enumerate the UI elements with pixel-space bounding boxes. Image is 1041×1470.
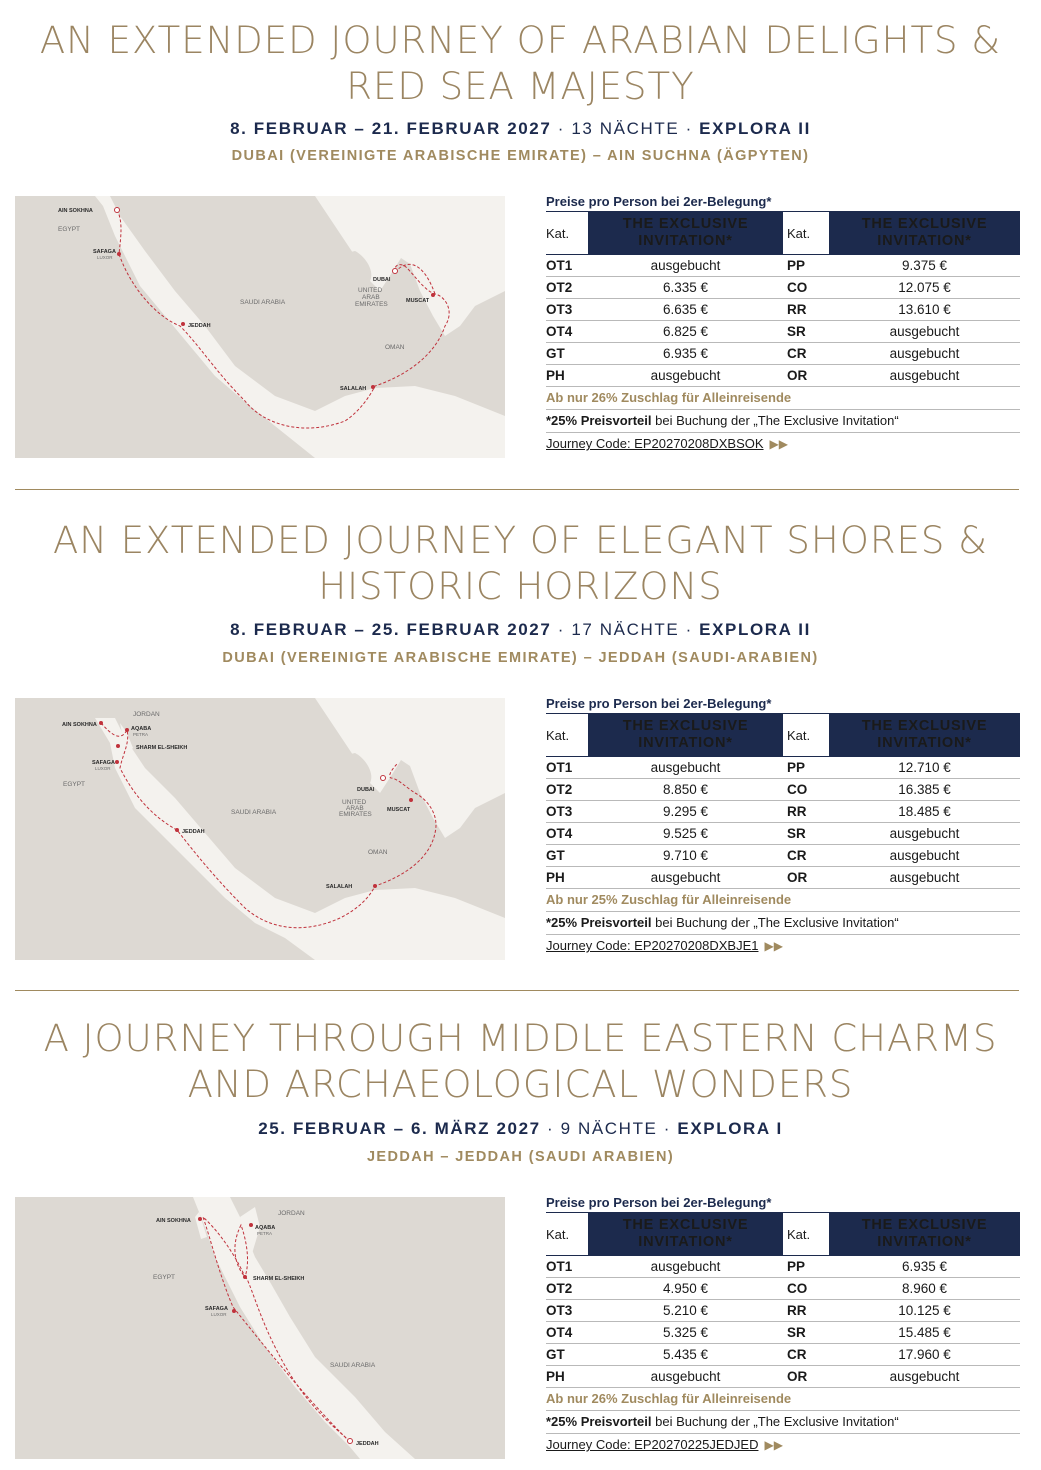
- cabin-code: OT1: [546, 1256, 588, 1278]
- table-row: [546, 1322, 1020, 1344]
- trip-1-price-title: Preise pro Person bei 2er-Belegung*: [546, 194, 772, 209]
- trip-3-journey-code[interactable]: [546, 1434, 1020, 1456]
- table-row: [546, 321, 1020, 343]
- map2-label-muscat: MUSCAT: [387, 807, 411, 813]
- price-value: ausgebucht: [829, 1366, 1020, 1388]
- trip-2-title-line-2: HISTORIC HORIZONS: [318, 565, 723, 608]
- cabin-code: PP: [783, 1256, 829, 1278]
- price-value: 6.825 €: [588, 321, 783, 343]
- price-value: 9.710 €: [588, 845, 783, 867]
- trip-3-nights: · 9 NÄCHTE ·: [547, 1119, 672, 1138]
- price-table-header: [546, 1213, 1020, 1256]
- price-value: 6.635 €: [588, 299, 783, 321]
- map2-label-luxor: LUXOR: [95, 766, 111, 771]
- trip-3-meta: [0, 1119, 1041, 1139]
- cabin-code: CR: [783, 343, 829, 365]
- price-value: ausgebucht: [829, 845, 1020, 867]
- price-value: 8.960 €: [829, 1278, 1020, 1300]
- price-value: 5.435 €: [588, 1344, 783, 1366]
- map2-label-petra: PETRA: [133, 732, 149, 737]
- price-value: ausgebucht: [829, 867, 1020, 889]
- price-value: 16.385 €: [829, 779, 1020, 801]
- kat-header: Kat.: [783, 212, 829, 255]
- price-value: 8.850 €: [588, 779, 783, 801]
- kat-header: Kat.: [546, 1213, 588, 1256]
- map2-label-safaga: SAFAGA: [92, 760, 115, 766]
- trip-1-price-box: [546, 193, 1020, 455]
- trip-3-ship: EXPLORA I: [677, 1119, 783, 1138]
- trip-1-ship: EXPLORA II: [699, 119, 811, 138]
- price-table-header: [546, 714, 1020, 757]
- map1-label-ain: AIN SOKHNA: [58, 208, 93, 214]
- map2-label-oman: OMAN: [368, 849, 388, 856]
- trip-2-route: DUBAI (VEREINIGTE ARABISCHE EMIRATE) – JEDDAH (SAUDI-ARABIEN): [222, 650, 819, 666]
- cabin-code: OT2: [546, 1278, 588, 1300]
- map2-label-ain: AIN SOKHNA: [62, 722, 97, 728]
- table-row: [546, 1278, 1020, 1300]
- trip-1-title-line-2: RED SEA MAJESTY: [346, 65, 695, 108]
- trip-3-route-map: [15, 1197, 505, 1459]
- double-arrow-icon: ▶▶: [769, 437, 788, 451]
- cabin-code: OT4: [546, 1322, 588, 1344]
- table-row: [546, 277, 1020, 299]
- trip-1-single-note: Ab nur 26% Zuschlag für Alleinreisende: [546, 387, 1020, 410]
- map3-label-egypt: EGYPT: [153, 1274, 176, 1281]
- map3-label-luxor: LUXOR: [211, 1312, 227, 1317]
- cabin-code: OR: [783, 867, 829, 889]
- map3-label-safaga: SAFAGA: [205, 1306, 228, 1312]
- cabin-code: OT2: [546, 779, 588, 801]
- price-value: ausgebucht: [829, 365, 1020, 387]
- price-value: 12.075 €: [829, 277, 1020, 299]
- trip-2-route-map: [15, 698, 505, 960]
- price-value: ausgebucht: [588, 255, 783, 277]
- table-row: [546, 299, 1020, 321]
- map3-label-sharm: SHARM EL-SHEIKH: [253, 1276, 305, 1282]
- price-value: ausgebucht: [829, 343, 1020, 365]
- cabin-code: GT: [546, 845, 588, 867]
- trip-2-price-box: [546, 695, 1020, 957]
- price-value: ausgebucht: [588, 757, 783, 779]
- table-row: [546, 1256, 1020, 1278]
- trip-2-meta: [0, 620, 1041, 640]
- map1-label-salalah: SALALAH: [340, 386, 367, 392]
- trip-3-title-line-2: AND ARCHAEOLOGICAL WONDERS: [187, 1063, 854, 1106]
- map3-label-ain: AIN SOKHNA: [156, 1218, 191, 1224]
- cabin-code: CR: [783, 845, 829, 867]
- cabin-code: OR: [783, 1366, 829, 1388]
- map1-label-dubai: DUBAI: [373, 277, 391, 283]
- map1-label-uae1: UNITED: [358, 287, 383, 294]
- price-value: 6.335 €: [588, 277, 783, 299]
- cabin-code: OT1: [546, 757, 588, 779]
- cabin-code: CO: [783, 277, 829, 299]
- cabin-code: OR: [783, 365, 829, 387]
- table-row: [546, 757, 1020, 779]
- price-value: ausgebucht: [829, 321, 1020, 343]
- trip-1-nights: · 13 NÄCHTE ·: [557, 119, 693, 138]
- map2-label-jordan: JORDAN: [133, 711, 160, 718]
- trip-2-discount-note: *25% Preisvorteil bei Buchung der „The Exclusive Invitation“: [546, 912, 1020, 935]
- map1-label-safaga: SAFAGA: [93, 249, 116, 255]
- cabin-code: GT: [546, 1344, 588, 1366]
- trip-2-price-table: [546, 713, 1020, 889]
- journey-code-link[interactable]: Journey Code: EP20270208DXBJE1: [546, 938, 759, 953]
- trip-1-dates: 8. FEBRUAR – 21. FEBRUAR 2027: [230, 119, 552, 138]
- double-arrow-icon: ▶▶: [764, 939, 783, 953]
- cabin-code: CO: [783, 1278, 829, 1300]
- kat-header: Kat.: [783, 714, 829, 757]
- cabin-code: PH: [546, 365, 588, 387]
- cabin-code: CR: [783, 1344, 829, 1366]
- cabin-code: OT2: [546, 277, 588, 299]
- exclusive-header: THE EXCLUSIVE INVITATION*: [588, 714, 783, 757]
- table-row: [546, 1300, 1020, 1322]
- price-value: ausgebucht: [588, 867, 783, 889]
- price-value: 17.960 €: [829, 1344, 1020, 1366]
- map2-label-egypt: EGYPT: [63, 781, 86, 788]
- kat-header: Kat.: [783, 1213, 829, 1256]
- journey-code-link[interactable]: Journey Code: EP20270225JEDJED: [546, 1437, 759, 1452]
- trip-1-title-line-1: AN EXTENDED JOURNEY OF ARABIAN DELIGHTS &: [39, 19, 1002, 62]
- map2-label-salalah: SALALAH: [326, 884, 353, 890]
- table-row: [546, 365, 1020, 387]
- price-value: 9.295 €: [588, 801, 783, 823]
- exclusive-header: THE EXCLUSIVE INVITATION*: [829, 212, 1020, 255]
- table-row: [546, 1344, 1020, 1366]
- trip-3-title-line-1: A JOURNEY THROUGH MIDDLE EASTERN CHARMS: [43, 1017, 998, 1060]
- exclusive-header: THE EXCLUSIVE INVITATION*: [588, 1213, 783, 1256]
- price-value: 9.375 €: [829, 255, 1020, 277]
- trip-1-price-table: [546, 211, 1020, 387]
- cabin-code: SR: [783, 823, 829, 845]
- cabin-code: PP: [783, 255, 829, 277]
- map1-label-saudi: SAUDI ARABIA: [240, 299, 286, 306]
- double-arrow-icon: ▶▶: [764, 1438, 783, 1452]
- trip-3-discount-note: *25% Preisvorteil bei Buchung der „The Exclusive Invitation“: [546, 1411, 1020, 1434]
- trip-2-title-line-1: AN EXTENDED JOURNEY OF ELEGANT SHORES &: [52, 519, 989, 562]
- trip-3-price-title: Preise pro Person bei 2er-Belegung*: [546, 1195, 772, 1210]
- map3-label-jeddah: JEDDAH: [356, 1441, 379, 1447]
- price-value: 6.935 €: [588, 343, 783, 365]
- cabin-code: OT1: [546, 255, 588, 277]
- table-row: [546, 823, 1020, 845]
- trip-1-route: DUBAI (VEREINIGTE ARABISCHE EMIRATE) – AIN SUCHNA (ÄGPYTEN): [231, 148, 810, 164]
- map2-label-uae3: EMIRATES: [339, 811, 372, 818]
- table-row: [546, 779, 1020, 801]
- trip-3-route: JEDDAH – JEDDAH (SAUDI ARABIEN): [366, 1149, 675, 1165]
- map1-label-uae3: EMIRATES: [355, 301, 388, 308]
- exclusive-header: THE EXCLUSIVE INVITATION*: [588, 212, 783, 255]
- trip-1-discount-note: *25% Preisvorteil bei Buchung der „The Exclusive Invitation“: [546, 410, 1020, 433]
- map1-label-uae2: ARAB: [362, 294, 380, 301]
- cabin-code: PH: [546, 1366, 588, 1388]
- table-row: [546, 801, 1020, 823]
- kat-header: Kat.: [546, 714, 588, 757]
- price-value: 5.325 €: [588, 1322, 783, 1344]
- price-value: 6.935 €: [829, 1256, 1020, 1278]
- table-row: [546, 255, 1020, 277]
- map2-label-jeddah: JEDDAH: [182, 829, 205, 835]
- map1-label-jeddah: JEDDAH: [188, 323, 211, 329]
- cabin-code: RR: [783, 299, 829, 321]
- cabin-code: OT3: [546, 1300, 588, 1322]
- section-divider: [15, 990, 1019, 991]
- trip-3-dates: 25. FEBRUAR – 6. MÄRZ 2027: [258, 1119, 541, 1138]
- table-row: [546, 343, 1020, 365]
- trip-2-ship: EXPLORA II: [699, 620, 811, 639]
- cabin-code: GT: [546, 343, 588, 365]
- cabin-code: OT3: [546, 801, 588, 823]
- map1-label-luxor: LUXOR: [97, 255, 113, 260]
- trip-2-journey-code[interactable]: [546, 935, 1020, 957]
- price-value: 9.525 €: [588, 823, 783, 845]
- table-row: [546, 845, 1020, 867]
- trip-2-price-title: Preise pro Person bei 2er-Belegung*: [546, 696, 772, 711]
- map2-label-dubai: DUBAI: [357, 787, 375, 793]
- map3-label-petra: PETRA: [257, 1231, 273, 1236]
- price-value: 10.125 €: [829, 1300, 1020, 1322]
- map2-label-sharm: SHARM EL-SHEIKH: [136, 745, 188, 751]
- trip-2-dates: 8. FEBRUAR – 25. FEBRUAR 2027: [230, 620, 552, 639]
- map1-label-oman: OMAN: [385, 344, 405, 351]
- cabin-code: PH: [546, 867, 588, 889]
- trip-2-single-note: Ab nur 25% Zuschlag für Alleinreisende: [546, 889, 1020, 912]
- trip-1-journey-code[interactable]: [546, 433, 1020, 455]
- map1-label-egypt: EGYPT: [58, 226, 81, 233]
- price-value: 5.210 €: [588, 1300, 783, 1322]
- map2-label-uae1: UNITED: [342, 799, 367, 806]
- map3-label-jordan: JORDAN: [278, 1210, 305, 1217]
- cabin-code: RR: [783, 1300, 829, 1322]
- price-value: 18.485 €: [829, 801, 1020, 823]
- map3-label-aqaba: AQABA: [255, 1225, 276, 1231]
- price-value: 12.710 €: [829, 757, 1020, 779]
- map2-label-uae2: ARAB: [346, 805, 364, 812]
- trip-3-price-table: [546, 1212, 1020, 1388]
- cabin-code: PP: [783, 757, 829, 779]
- journey-code-link[interactable]: Journey Code: EP20270208DXBSOK: [546, 436, 764, 451]
- cabin-code: SR: [783, 321, 829, 343]
- kat-header: Kat.: [546, 212, 588, 255]
- trip-3-single-note: Ab nur 26% Zuschlag für Alleinreisende: [546, 1388, 1020, 1411]
- cabin-code: SR: [783, 1322, 829, 1344]
- cabin-code: RR: [783, 801, 829, 823]
- map2-label-saudi: SAUDI ARABIA: [231, 809, 277, 816]
- trip-3-price-box: [546, 1194, 1020, 1456]
- trip-2-nights: · 17 NÄCHTE ·: [557, 620, 693, 639]
- exclusive-header: THE EXCLUSIVE INVITATION*: [829, 714, 1020, 757]
- price-value: 15.485 €: [829, 1322, 1020, 1344]
- price-value: ausgebucht: [829, 823, 1020, 845]
- table-row: [546, 1366, 1020, 1388]
- section-divider: [15, 489, 1019, 490]
- price-value: ausgebucht: [588, 1366, 783, 1388]
- price-value: 13.610 €: [829, 299, 1020, 321]
- price-value: ausgebucht: [588, 365, 783, 387]
- price-value: 4.950 €: [588, 1278, 783, 1300]
- map2-label-aqaba: AQABA: [131, 726, 152, 732]
- cabin-code: OT3: [546, 299, 588, 321]
- cabin-code: OT4: [546, 823, 588, 845]
- exclusive-header: THE EXCLUSIVE INVITATION*: [829, 1213, 1020, 1256]
- price-table-header: [546, 212, 1020, 255]
- trip-1-route-map: [15, 196, 505, 458]
- map1-label-muscat: MUSCAT: [406, 298, 430, 304]
- map3-label-saudi: SAUDI ARABIA: [330, 1362, 376, 1369]
- price-value: ausgebucht: [588, 1256, 783, 1278]
- table-row: [546, 867, 1020, 889]
- cabin-code: CO: [783, 779, 829, 801]
- trip-1-meta: [0, 119, 1041, 139]
- cabin-code: OT4: [546, 321, 588, 343]
